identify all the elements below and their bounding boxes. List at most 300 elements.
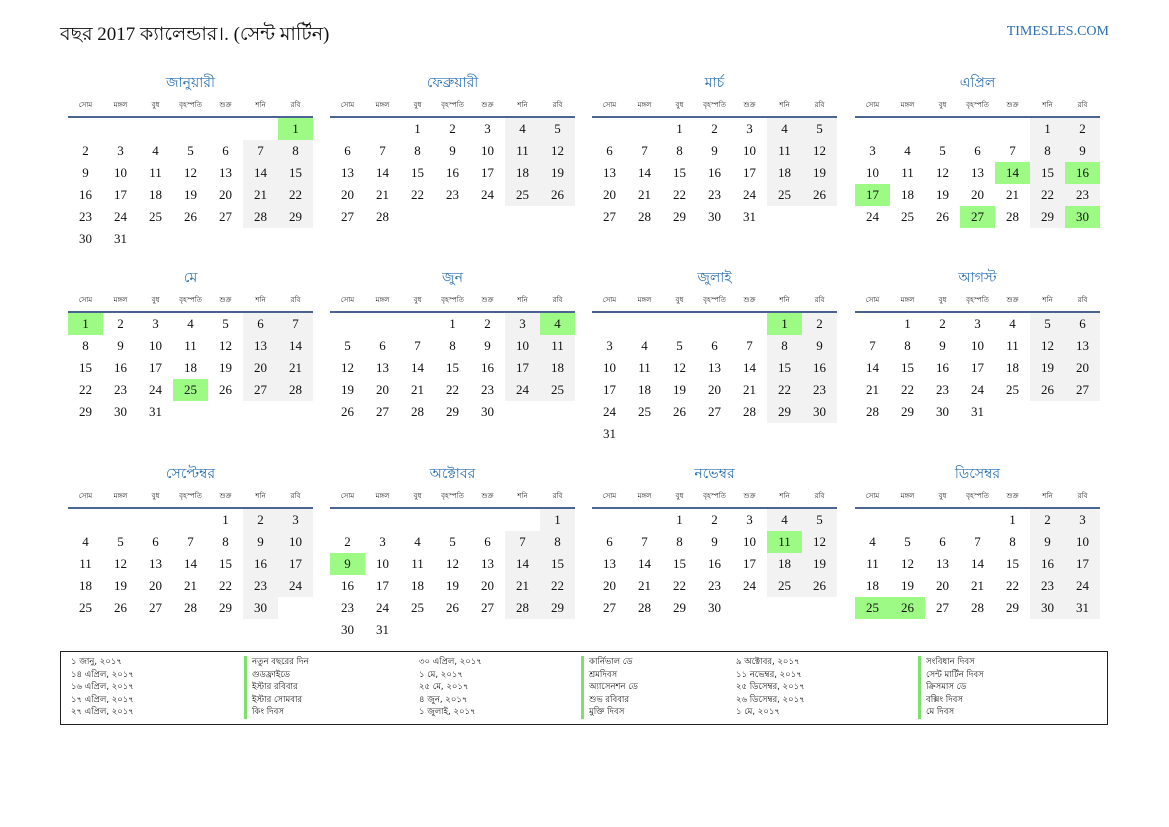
day-cell[interactable]: 18	[184, 360, 197, 375]
day-cell[interactable]: 9	[82, 165, 89, 180]
day-cell[interactable]: 12	[673, 360, 686, 375]
day-cell[interactable]: 12	[901, 556, 914, 571]
day-cell[interactable]: 22	[278, 184, 313, 206]
day-cell[interactable]: 30	[1065, 206, 1100, 228]
day-cell[interactable]: 8	[1009, 534, 1016, 549]
day-cell[interactable]: 3	[152, 316, 159, 331]
day-cell[interactable]: 18	[505, 162, 540, 184]
day-cell[interactable]: 29	[901, 404, 914, 419]
day-cell[interactable]: 8	[904, 338, 911, 353]
day-cell[interactable]: 27	[603, 209, 616, 224]
day-cell[interactable]: 28	[743, 404, 756, 419]
day-cell[interactable]: 29	[673, 209, 686, 224]
day-cell[interactable]: 20	[481, 578, 494, 593]
day-cell[interactable]: 2	[1030, 509, 1065, 531]
day-cell[interactable]: 6	[606, 143, 613, 158]
day-cell[interactable]: 29	[278, 206, 313, 228]
day-cell[interactable]: 11	[767, 140, 802, 162]
day-cell[interactable]: 7	[641, 534, 648, 549]
day-cell[interactable]: 18	[540, 357, 575, 379]
day-cell[interactable]: 27	[149, 600, 162, 615]
day-cell[interactable]: 28	[866, 404, 879, 419]
day-cell[interactable]: 20	[708, 382, 721, 397]
day-cell[interactable]: 9	[243, 531, 278, 553]
day-cell[interactable]: 8	[278, 140, 313, 162]
day-cell[interactable]: 3	[869, 143, 876, 158]
day-cell[interactable]: 10	[743, 534, 756, 549]
day-cell[interactable]: 17	[376, 578, 389, 593]
day-cell[interactable]: 4	[82, 534, 89, 549]
day-cell[interactable]: 11	[540, 335, 575, 357]
day-cell[interactable]: 17	[743, 556, 756, 571]
day-cell[interactable]: 20	[971, 187, 984, 202]
day-cell[interactable]: 15	[446, 360, 459, 375]
day-cell[interactable]: 15	[1006, 556, 1019, 571]
day-cell[interactable]: 4	[1009, 316, 1016, 331]
day-cell[interactable]: 2	[117, 316, 124, 331]
day-cell[interactable]: 11	[901, 165, 914, 180]
day-cell[interactable]: 18	[411, 578, 424, 593]
day-cell[interactable]: 27	[376, 404, 389, 419]
day-cell[interactable]: 30	[936, 404, 949, 419]
day-cell[interactable]: 22	[673, 578, 686, 593]
day-cell[interactable]: 25	[505, 184, 540, 206]
day-cell[interactable]: 4	[641, 338, 648, 353]
day-cell[interactable]: 25	[79, 600, 92, 615]
day-cell[interactable]: 11	[638, 360, 651, 375]
day-cell[interactable]: 18	[1006, 360, 1019, 375]
day-cell[interactable]: 15	[79, 360, 92, 375]
day-cell[interactable]: 27	[219, 209, 232, 224]
day-cell[interactable]: 17	[855, 184, 890, 206]
day-cell[interactable]: 23	[1065, 184, 1100, 206]
day-cell[interactable]: 11	[79, 556, 92, 571]
day-cell[interactable]: 21	[243, 184, 278, 206]
day-cell[interactable]: 16	[114, 360, 127, 375]
day-cell[interactable]: 9	[484, 338, 491, 353]
day-cell[interactable]: 12	[1030, 335, 1065, 357]
day-cell[interactable]: 17	[505, 357, 540, 379]
day-cell[interactable]: 19	[219, 360, 232, 375]
day-cell[interactable]: 1	[676, 512, 683, 527]
day-cell[interactable]: 18	[866, 578, 879, 593]
day-cell[interactable]: 5	[449, 534, 456, 549]
day-cell[interactable]: 8	[414, 143, 421, 158]
day-cell[interactable]: 5	[344, 338, 351, 353]
day-cell[interactable]: 7	[746, 338, 753, 353]
day-cell[interactable]: 18	[638, 382, 651, 397]
day-cell[interactable]: 26	[1030, 379, 1065, 401]
day-cell[interactable]: 3	[746, 121, 753, 136]
day-cell[interactable]: 12	[219, 338, 232, 353]
day-cell[interactable]: 26	[184, 209, 197, 224]
day-cell[interactable]: 15	[673, 556, 686, 571]
day-cell[interactable]: 7	[414, 338, 421, 353]
day-cell[interactable]: 24	[1065, 575, 1100, 597]
day-cell[interactable]: 14	[743, 360, 756, 375]
day-cell[interactable]: 8	[222, 534, 229, 549]
day-cell[interactable]: 30	[708, 600, 721, 615]
day-cell[interactable]: 17	[603, 382, 616, 397]
day-cell[interactable]: 20	[603, 187, 616, 202]
day-cell[interactable]: 20	[1065, 357, 1100, 379]
day-cell[interactable]: 3	[117, 143, 124, 158]
day-cell[interactable]: 24	[376, 600, 389, 615]
day-cell[interactable]: 15	[767, 357, 802, 379]
day-cell[interactable]: 16	[341, 578, 354, 593]
day-cell[interactable]: 22	[673, 187, 686, 202]
day-cell[interactable]: 12	[341, 360, 354, 375]
day-cell[interactable]: 16	[79, 187, 92, 202]
day-cell[interactable]: 1	[68, 313, 103, 335]
day-cell[interactable]: 2	[484, 316, 491, 331]
day-cell[interactable]: 6	[1065, 313, 1100, 335]
day-cell[interactable]: 10	[505, 335, 540, 357]
day-cell[interactable]: 7	[187, 534, 194, 549]
day-cell[interactable]: 24	[971, 382, 984, 397]
day-cell[interactable]: 5	[802, 509, 837, 531]
day-cell[interactable]: 28	[638, 600, 651, 615]
day-cell[interactable]: 2	[1065, 118, 1100, 140]
day-cell[interactable]: 6	[939, 534, 946, 549]
day-cell[interactable]: 5	[117, 534, 124, 549]
day-cell[interactable]: 21	[1006, 187, 1019, 202]
day-cell[interactable]: 26	[890, 597, 925, 619]
day-cell[interactable]: 28	[638, 209, 651, 224]
day-cell[interactable]: 24	[603, 404, 616, 419]
day-cell[interactable]: 16	[1030, 553, 1065, 575]
day-cell[interactable]: 3	[379, 534, 386, 549]
day-cell[interactable]: 17	[971, 360, 984, 375]
day-cell[interactable]: 19	[446, 578, 459, 593]
day-cell[interactable]: 23	[481, 382, 494, 397]
day-cell[interactable]: 10	[1065, 531, 1100, 553]
day-cell[interactable]: 16	[708, 165, 721, 180]
day-cell[interactable]: 6	[222, 143, 229, 158]
day-cell[interactable]: 6	[344, 143, 351, 158]
day-cell[interactable]: 17	[149, 360, 162, 375]
day-cell[interactable]: 21	[866, 382, 879, 397]
day-cell[interactable]: 23	[341, 600, 354, 615]
day-cell[interactable]: 14	[278, 335, 313, 357]
day-cell[interactable]: 31	[971, 404, 984, 419]
day-cell[interactable]: 13	[603, 165, 616, 180]
day-cell[interactable]: 18	[149, 187, 162, 202]
day-cell[interactable]: 26	[673, 404, 686, 419]
day-cell[interactable]: 2	[939, 316, 946, 331]
day-cell[interactable]: 29	[1030, 206, 1065, 228]
day-cell[interactable]: 25	[855, 597, 890, 619]
day-cell[interactable]: 26	[446, 600, 459, 615]
day-cell[interactable]: 1	[676, 121, 683, 136]
day-cell[interactable]: 2	[82, 143, 89, 158]
day-cell[interactable]: 19	[901, 578, 914, 593]
day-cell[interactable]: 23	[1030, 575, 1065, 597]
day-cell[interactable]: 14	[184, 556, 197, 571]
day-cell[interactable]: 24	[743, 187, 756, 202]
day-cell[interactable]: 21	[505, 575, 540, 597]
day-cell[interactable]: 28	[184, 600, 197, 615]
day-cell[interactable]: 10	[603, 360, 616, 375]
day-cell[interactable]: 28	[1006, 209, 1019, 224]
day-cell[interactable]: 26	[341, 404, 354, 419]
day-cell[interactable]: 24	[481, 187, 494, 202]
day-cell[interactable]: 1	[904, 316, 911, 331]
day-cell[interactable]: 9	[711, 143, 718, 158]
day-cell[interactable]: 31	[149, 404, 162, 419]
day-cell[interactable]: 13	[219, 165, 232, 180]
day-cell[interactable]: 22	[901, 382, 914, 397]
day-cell[interactable]: 21	[278, 357, 313, 379]
day-cell[interactable]: 8	[1030, 140, 1065, 162]
day-cell[interactable]: 3	[974, 316, 981, 331]
day-cell[interactable]: 20	[341, 187, 354, 202]
day-cell[interactable]: 10	[866, 165, 879, 180]
day-cell[interactable]: 19	[802, 162, 837, 184]
day-cell[interactable]: 10	[743, 143, 756, 158]
day-cell[interactable]: 25	[411, 600, 424, 615]
day-cell[interactable]: 23	[936, 382, 949, 397]
day-cell[interactable]: 15	[278, 162, 313, 184]
day-cell[interactable]: 14	[411, 360, 424, 375]
day-cell[interactable]: 1	[449, 316, 456, 331]
day-cell[interactable]: 30	[79, 231, 92, 246]
day-cell[interactable]: 20	[376, 382, 389, 397]
day-cell[interactable]: 23	[446, 187, 459, 202]
day-cell[interactable]: 3	[746, 512, 753, 527]
day-cell[interactable]: 14	[638, 165, 651, 180]
day-cell[interactable]: 15	[901, 360, 914, 375]
day-cell[interactable]: 2	[243, 509, 278, 531]
day-cell[interactable]: 4	[767, 118, 802, 140]
day-cell[interactable]: 11	[1006, 338, 1019, 353]
day-cell[interactable]: 13	[481, 556, 494, 571]
day-cell[interactable]: 2	[711, 512, 718, 527]
day-cell[interactable]: 31	[1065, 597, 1100, 619]
day-cell[interactable]: 9	[1065, 140, 1100, 162]
day-cell[interactable]: 14	[505, 553, 540, 575]
day-cell[interactable]: 9	[449, 143, 456, 158]
day-cell[interactable]: 28	[243, 206, 278, 228]
day-cell[interactable]: 4	[505, 118, 540, 140]
day-cell[interactable]: 9	[711, 534, 718, 549]
day-cell[interactable]: 5	[1030, 313, 1065, 335]
day-cell[interactable]: 17	[114, 187, 127, 202]
day-cell[interactable]: 22	[767, 379, 802, 401]
day-cell[interactable]: 21	[971, 578, 984, 593]
day-cell[interactable]: 22	[540, 575, 575, 597]
day-cell[interactable]: 4	[414, 534, 421, 549]
day-cell[interactable]: 14	[866, 360, 879, 375]
day-cell[interactable]: 27	[936, 600, 949, 615]
day-cell[interactable]: 7	[1009, 143, 1016, 158]
day-cell[interactable]: 6	[711, 338, 718, 353]
day-cell[interactable]: 31	[743, 209, 756, 224]
day-cell[interactable]: 18	[767, 553, 802, 575]
day-cell[interactable]: 25	[149, 209, 162, 224]
day-cell[interactable]: 25	[638, 404, 651, 419]
day-cell[interactable]: 7	[641, 143, 648, 158]
day-cell[interactable]: 31	[114, 231, 127, 246]
day-cell[interactable]: 29	[673, 600, 686, 615]
day-cell[interactable]: 3	[1065, 509, 1100, 531]
day-cell[interactable]: 19	[184, 187, 197, 202]
day-cell[interactable]: 13	[936, 556, 949, 571]
day-cell[interactable]: 23	[708, 187, 721, 202]
day-cell[interactable]: 28	[411, 404, 424, 419]
day-cell[interactable]: 27	[960, 206, 995, 228]
day-cell[interactable]: 16	[708, 556, 721, 571]
day-cell[interactable]: 2	[449, 121, 456, 136]
day-cell[interactable]: 14	[971, 556, 984, 571]
day-cell[interactable]: 2	[802, 313, 837, 335]
day-cell[interactable]: 3	[505, 313, 540, 335]
day-cell[interactable]: 1	[540, 509, 575, 531]
day-cell[interactable]: 24	[278, 575, 313, 597]
day-cell[interactable]: 18	[901, 187, 914, 202]
day-cell[interactable]: 25	[540, 379, 575, 401]
day-cell[interactable]: 20	[149, 578, 162, 593]
day-cell[interactable]: 12	[446, 556, 459, 571]
day-cell[interactable]: 10	[971, 338, 984, 353]
day-cell[interactable]: 27	[481, 600, 494, 615]
day-cell[interactable]: 11	[411, 556, 424, 571]
day-cell[interactable]: 1	[414, 121, 421, 136]
day-cell[interactable]: 17	[743, 165, 756, 180]
day-cell[interactable]: 6	[606, 534, 613, 549]
day-cell[interactable]: 24	[505, 379, 540, 401]
day-cell[interactable]: 23	[708, 578, 721, 593]
day-cell[interactable]: 30	[114, 404, 127, 419]
site-link[interactable]: TIMESLES.COM	[1006, 24, 1109, 39]
day-cell[interactable]: 7	[974, 534, 981, 549]
day-cell[interactable]: 7	[869, 338, 876, 353]
day-cell[interactable]: 29	[446, 404, 459, 419]
day-cell[interactable]: 10	[376, 556, 389, 571]
day-cell[interactable]: 5	[222, 316, 229, 331]
day-cell[interactable]: 14	[995, 162, 1030, 184]
day-cell[interactable]: 26	[802, 575, 837, 597]
day-cell[interactable]: 5	[187, 143, 194, 158]
day-cell[interactable]: 2	[711, 121, 718, 136]
day-cell[interactable]: 28	[505, 597, 540, 619]
day-cell[interactable]: 4	[152, 143, 159, 158]
day-cell[interactable]: 14	[638, 556, 651, 571]
day-cell[interactable]: 3	[278, 509, 313, 531]
day-cell[interactable]: 17	[481, 165, 494, 180]
day-cell[interactable]: 13	[971, 165, 984, 180]
day-cell[interactable]: 8	[676, 143, 683, 158]
day-cell[interactable]: 21	[411, 382, 424, 397]
day-cell[interactable]: 5	[676, 338, 683, 353]
day-cell[interactable]: 23	[79, 209, 92, 224]
day-cell[interactable]: 8	[449, 338, 456, 353]
day-cell[interactable]: 22	[1006, 578, 1019, 593]
day-cell[interactable]: 18	[767, 162, 802, 184]
day-cell[interactable]: 30	[1030, 597, 1065, 619]
day-cell[interactable]: 16	[802, 357, 837, 379]
day-cell[interactable]: 31	[376, 622, 389, 637]
day-cell[interactable]: 19	[341, 382, 354, 397]
day-cell[interactable]: 14	[376, 165, 389, 180]
day-cell[interactable]: 11	[149, 165, 162, 180]
day-cell[interactable]: 12	[936, 165, 949, 180]
day-cell[interactable]: 21	[638, 578, 651, 593]
day-cell[interactable]: 21	[376, 187, 389, 202]
day-cell[interactable]: 6	[379, 338, 386, 353]
day-cell[interactable]: 16	[936, 360, 949, 375]
day-cell[interactable]: 19	[936, 187, 949, 202]
day-cell[interactable]: 11	[866, 556, 879, 571]
day-cell[interactable]: 27	[243, 379, 278, 401]
day-cell[interactable]: 14	[243, 162, 278, 184]
day-cell[interactable]: 3	[484, 121, 491, 136]
day-cell[interactable]: 30	[708, 209, 721, 224]
day-cell[interactable]: 13	[149, 556, 162, 571]
day-cell[interactable]: 27	[1065, 379, 1100, 401]
day-cell[interactable]: 18	[79, 578, 92, 593]
day-cell[interactable]: 5	[540, 118, 575, 140]
day-cell[interactable]: 26	[936, 209, 949, 224]
day-cell[interactable]: 7	[505, 531, 540, 553]
day-cell[interactable]: 22	[411, 187, 424, 202]
day-cell[interactable]: 4	[540, 313, 575, 335]
day-cell[interactable]: 9	[939, 338, 946, 353]
day-cell[interactable]: 6	[484, 534, 491, 549]
day-cell[interactable]: 26	[802, 184, 837, 206]
day-cell[interactable]: 10	[149, 338, 162, 353]
day-cell[interactable]: 27	[341, 209, 354, 224]
day-cell[interactable]: 19	[114, 578, 127, 593]
day-cell[interactable]: 25	[173, 379, 208, 401]
day-cell[interactable]: 23	[243, 575, 278, 597]
day-cell[interactable]: 23	[114, 382, 127, 397]
day-cell[interactable]: 8	[540, 531, 575, 553]
day-cell[interactable]: 6	[152, 534, 159, 549]
day-cell[interactable]: 12	[114, 556, 127, 571]
day-cell[interactable]: 13	[341, 165, 354, 180]
day-cell[interactable]: 7	[243, 140, 278, 162]
day-cell[interactable]: 20	[243, 357, 278, 379]
day-cell[interactable]: 10	[114, 165, 127, 180]
day-cell[interactable]: 1	[1009, 512, 1016, 527]
day-cell[interactable]: 25	[1006, 382, 1019, 397]
day-cell[interactable]: 10	[481, 143, 494, 158]
day-cell[interactable]: 26	[219, 382, 232, 397]
day-cell[interactable]: 1	[278, 118, 313, 140]
day-cell[interactable]: 2	[344, 534, 351, 549]
day-cell[interactable]: 19	[673, 382, 686, 397]
day-cell[interactable]: 20	[936, 578, 949, 593]
day-cell[interactable]: 7	[379, 143, 386, 158]
day-cell[interactable]: 15	[540, 553, 575, 575]
day-cell[interactable]: 16	[243, 553, 278, 575]
day-cell[interactable]: 13	[708, 360, 721, 375]
day-cell[interactable]: 7	[278, 313, 313, 335]
day-cell[interactable]: 12	[802, 531, 837, 553]
day-cell[interactable]: 25	[901, 209, 914, 224]
day-cell[interactable]: 24	[114, 209, 127, 224]
day-cell[interactable]: 5	[904, 534, 911, 549]
day-cell[interactable]: 17	[278, 553, 313, 575]
day-cell[interactable]: 13	[603, 556, 616, 571]
day-cell[interactable]: 3	[606, 338, 613, 353]
day-cell[interactable]: 11	[184, 338, 197, 353]
day-cell[interactable]: 29	[767, 401, 802, 423]
day-cell[interactable]: 5	[939, 143, 946, 158]
day-cell[interactable]: 4	[187, 316, 194, 331]
day-cell[interactable]: 20	[603, 578, 616, 593]
